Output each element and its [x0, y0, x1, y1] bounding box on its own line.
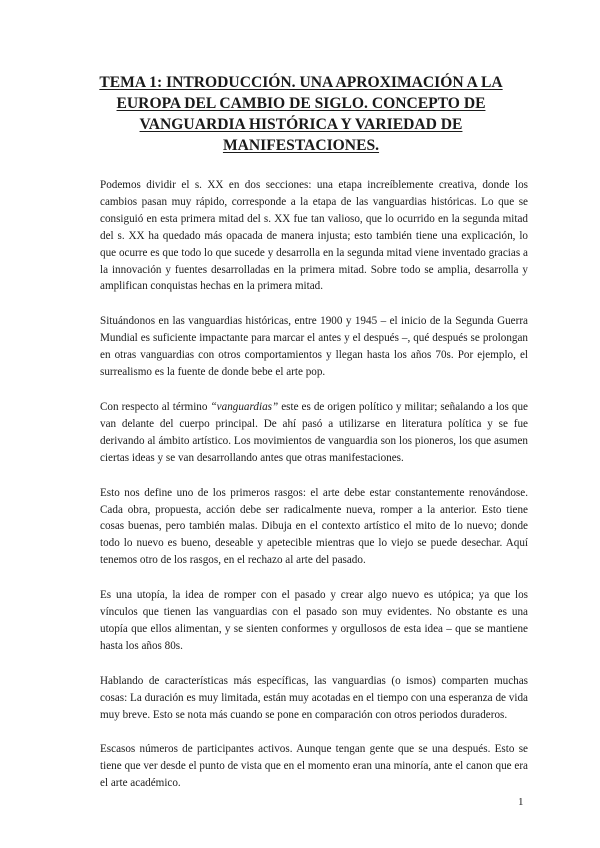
paragraph-3-after: este es de origen político y militar; señalando a los que van delante del cuerpo principal. De ahí pasó a utilizarse en literatura política y se fue derivando al ámbito artístico. Los movimientos de vanguardia son los pioneros, los que asumen ciertas ideas y se van desarrollando antes que otras manifestaciones. — [100, 400, 528, 464]
paragraph-6: Hablando de características más específicas, las vanguardias (o ismos) comparten muchas cosas: La duración es muy limitada, están muy acotadas en el tiempo con una esperanza de vida muy breve. Esto se nota más cuando se pone en comparación con otros periodos duraderos. — [100, 674, 528, 721]
paragraph-7: Escasos números de participantes activos. Aunque tengan gente que se una después. Esto se tiene que ver desde el punto de vista que en el momento eran una minoría, ante el canon que era el arte académico. — [100, 743, 528, 790]
document-title: TEMA 1: INTRODUCCIÓN. UNA APROXIMACIÓN A LA EUROPA DEL CAMBIO DE SIGLO. CONCEPTO DE VANGUARDIA HISTÓRICA Y VARIEDAD DE MANIFESTACIONES. — [99, 74, 503, 154]
document-body — [100, 177, 528, 810]
paragraph-1: Podemos dividir el s. XX en dos secciones: una etapa increíblemente creativa, donde los cambios pasan muy rápido, corresponde a la etapa de las vanguardias históricas. Lo que se consiguió en esta primera mitad del s. XX fue tan valioso, que lo ocurrido en la segunda mitad del s. XX ha quedado más opacada de manera injusta; esto también tiene una explicación, lo que ocurre es que todo lo que sucede y desarrolla en la segunda mitad viene inventado gracias a la innovación y fuentes desarrolladas en la primera mitad. Sobre todo se amplia, desarrolla y amplifican conquistas hechas en la primera mitad. — [100, 179, 528, 293]
paragraph-3-emphasis: “vanguardias” — [210, 400, 279, 413]
page-number: 1 — [518, 796, 524, 808]
paragraph-2: Situándonos en las vanguardias históricas, entre 1900 y 1945 – el inicio de la Segunda Guerra Mundial es suficiente impactante para marcar el antes y el después –, qué después se prolongan en otras vanguardias con otros comportamientos y llegan hasta los años 70s. Por ejemplo, el surrealismo es la fuente de donde bebe el arte pop. — [100, 315, 528, 379]
paragraph-4: Esto nos define uno de los primeros rasgos: el arte debe estar constantemente renovándose. Cada obra, propuesta, acción debe ser radicalmente nueva, romper a la anterior. Esto tiene cosas buenas, pero también malas. Dibuja en el contexto artístico el mito de lo nuevo; donde todo lo nuevo es bueno, deseable y apetecible mientras que lo viejo se puede desechar. Aquí tenemos otro de los rasgos, en el rechazo al arte del pasado. — [100, 486, 528, 567]
paragraph-3-before: Con respecto al término — [100, 400, 211, 413]
paragraph-5: Es una utopía, la idea de romper con el pasado y crear algo nuevo es utópica; ya que los vínculos que tienen las vanguardias con el pasado son muy evidentes. No obstante es una utopía que ellos alimentan, y se sienten conformes y orgullosos de esta idea – que se mantiene hasta los años 80s. — [100, 589, 528, 652]
paragraph-3 — [100, 399, 528, 467]
